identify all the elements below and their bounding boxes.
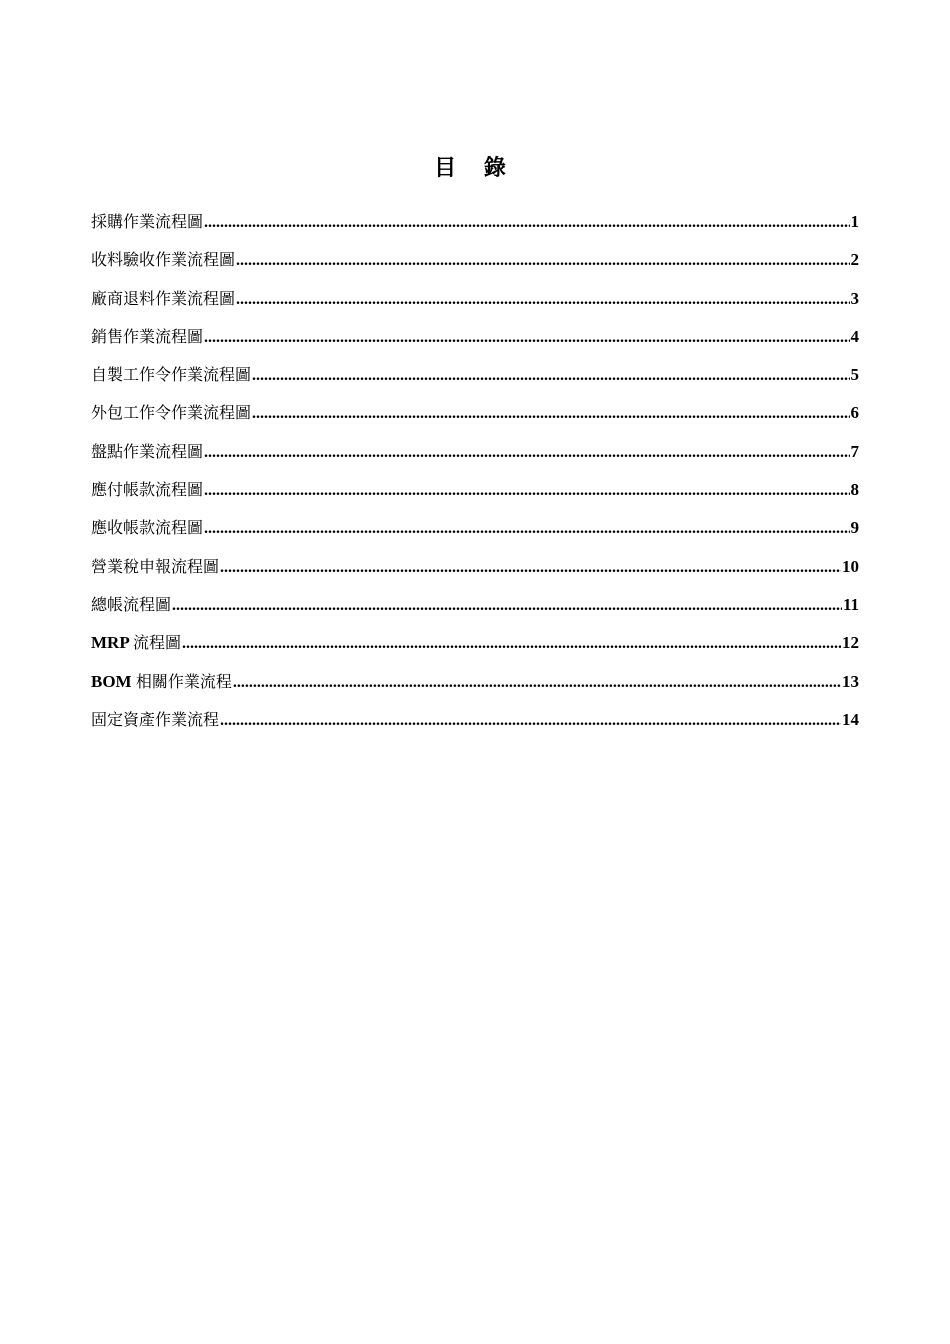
toc-entry-label: 採購作業流程圖 [91,212,204,231]
toc-entry-in-house-work-order[interactable] [91,361,859,399]
toc-page-number: 1 [850,212,859,231]
toc-entry-general-ledger[interactable] [91,591,859,629]
toc-entry-label: 廠商退料作業流程圖 [91,288,236,308]
toc-dot-leader [252,362,849,390]
toc-page-number: 3 [850,288,859,308]
toc-dot-leader [236,286,849,314]
toc-dot-leader [252,400,849,428]
toc-dot-leader [204,209,849,237]
toc-page-number: 7 [850,441,859,461]
toc-entry-label: 銷售作業流程圖 [91,326,204,346]
toc-page-number: 12 [842,633,859,653]
toc-dot-leader [220,707,841,735]
toc-entry-label: 應收帳款流程圖 [91,518,204,538]
toc-page-number: 4 [850,326,859,346]
toc-entry-receiving-inspection[interactable] [91,246,859,284]
toc-entry-sales[interactable] [91,323,859,361]
toc-page-number: 5 [850,365,859,385]
toc-entry-business-tax-filing[interactable] [91,553,859,591]
toc-dot-leader [233,669,841,697]
toc-entry-label: 收料驗收作業流程圖 [91,250,236,270]
toc-page-number: 11 [842,594,859,614]
toc-entry-vendor-return[interactable] [91,285,859,323]
toc-dot-leader [204,439,849,467]
toc-dot-leader [220,554,841,582]
toc-page-number: 9 [850,518,859,538]
toc-dot-leader [204,477,849,505]
toc-dot-leader [172,592,842,620]
toc-entry-outsourced-work-order[interactable] [91,399,859,437]
toc-list [91,208,859,744]
toc-entry-accounts-payable[interactable] [91,476,859,514]
toc-entry-stocktaking[interactable] [91,438,859,476]
toc-entry-label: 自製工作令作業流程圖 [91,365,252,385]
toc-dot-leader [236,247,849,275]
toc-page-number: 14 [842,709,859,729]
toc-dot-leader [204,515,849,543]
toc-page-number: 10 [842,556,859,576]
toc-entry-label: 盤點作業流程圖 [91,441,204,461]
toc-entry-label: BOM 相關作業流程 [91,671,232,691]
toc-page-number: 2 [850,250,859,270]
toc-title: 目 錄 [434,156,516,181]
toc-entry-label: 總帳流程圖 [91,594,172,614]
toc-entry-fixed-assets[interactable] [91,706,859,744]
toc-entry-label: 營業稅申報流程圖 [91,556,220,576]
toc-entry-accounts-receivable[interactable] [91,514,859,552]
toc-entry-label: MRP 流程圖 [91,633,182,653]
toc-entry-label: 外包工作令作業流程圖 [91,403,252,423]
toc-entry-purchasing[interactable] [91,208,859,246]
toc-entry-bom[interactable] [91,668,859,706]
toc-page-number: 8 [850,480,859,500]
toc-dot-leader [204,324,849,352]
toc-page-number: 13 [842,671,859,691]
toc-entry-label: 應付帳款流程圖 [91,480,204,500]
toc-page-number: 6 [850,403,859,423]
toc-entry-label: 固定資產作業流程 [91,709,220,729]
toc-dot-leader [182,630,841,658]
toc-entry-mrp[interactable] [91,629,859,667]
